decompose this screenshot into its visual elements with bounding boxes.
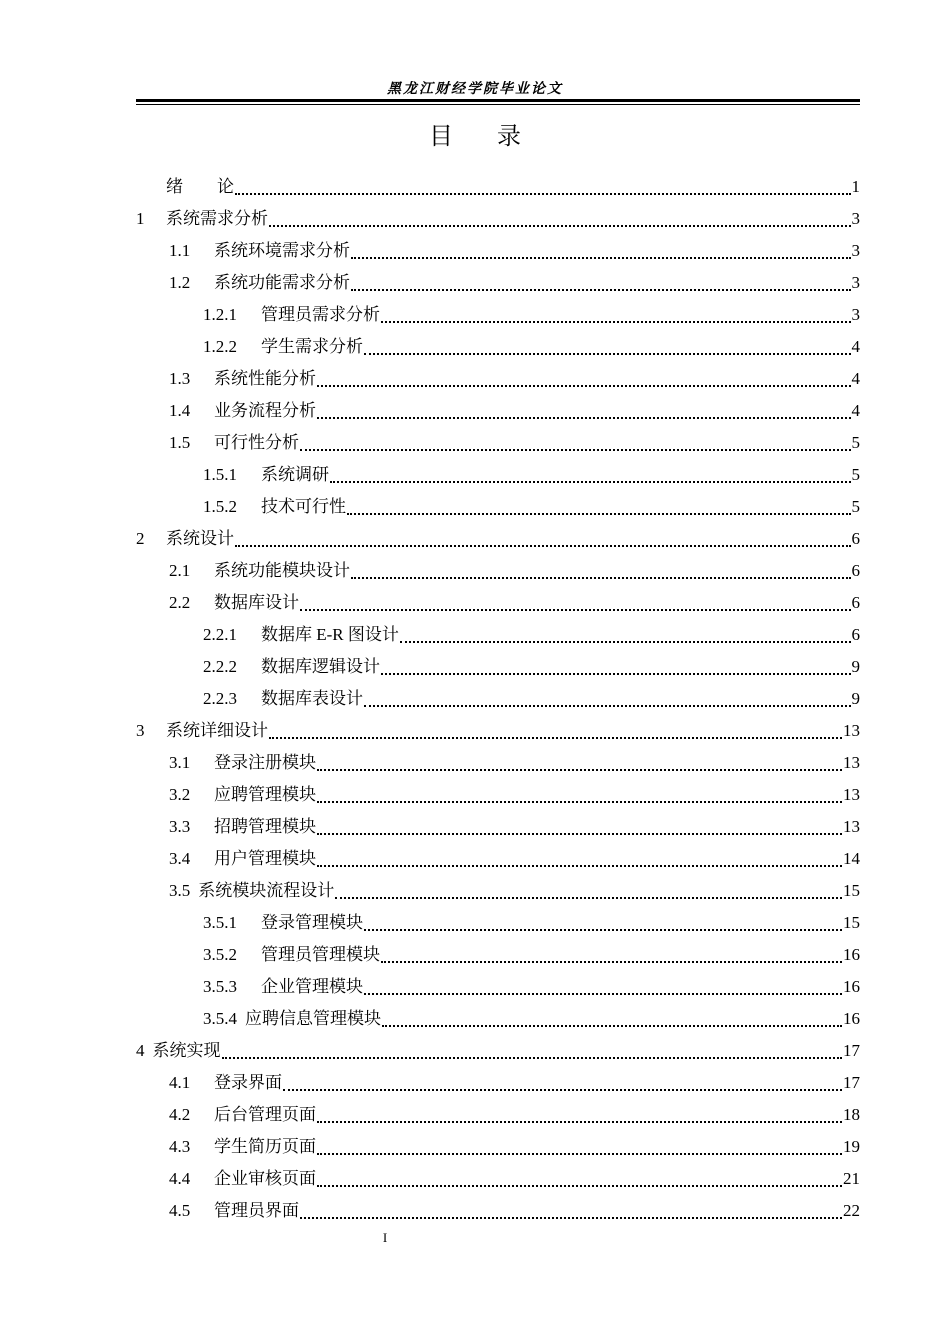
toc-entry[interactable] — [136, 523, 860, 555]
toc-entry-number: 1.5.1 — [203, 465, 237, 484]
toc-entry-page: 22 — [843, 1201, 860, 1220]
toc-entry-number: 2 — [136, 529, 145, 548]
dot-leader — [381, 939, 842, 963]
toc-entry-label: 后台管理页面 — [214, 1105, 316, 1124]
toc-entry-page: 15 — [843, 913, 860, 932]
dot-leader — [364, 331, 851, 355]
toc-entry[interactable] — [136, 1067, 860, 1099]
toc-entry-number: 2.2.3 — [203, 689, 237, 708]
toc-entry-page: 17 — [843, 1073, 860, 1092]
toc-entry-number: 2.2.1 — [203, 625, 237, 644]
toc-entry[interactable] — [136, 587, 860, 619]
toc-entry[interactable] — [136, 299, 860, 331]
toc-entry-number: 1.2 — [169, 273, 191, 292]
toc-entry-label: 系统调研 — [261, 465, 329, 484]
toc-entry-label: 企业管理模块 — [261, 977, 363, 996]
toc-entry[interactable] — [136, 811, 860, 843]
toc-entry-page: 4 — [851, 337, 860, 356]
dot-leader — [330, 459, 851, 483]
toc-entry-number: 3.5.4 — [203, 1009, 237, 1028]
dot-leader — [317, 1099, 842, 1123]
dot-leader — [300, 427, 851, 451]
toc-entry-page: 16 — [843, 977, 860, 996]
toc-entry-number: 1.5.2 — [203, 497, 237, 516]
toc-entry-label: 系统环境需求分析 — [214, 241, 350, 260]
toc-entry-number: 3.3 — [169, 817, 191, 836]
toc-entry-label: 系统性能分析 — [214, 369, 316, 388]
toc-entry-page: 4 — [851, 401, 860, 420]
running-header: 黑龙江财经学院毕业论文 — [387, 82, 563, 97]
toc-entry-label: 管理员需求分析 — [261, 305, 380, 324]
toc-entry[interactable] — [136, 363, 860, 395]
dot-leader — [381, 651, 851, 675]
dot-leader — [269, 203, 851, 227]
toc-entry-label: 学生需求分析 — [261, 337, 363, 356]
toc-entry-label: 系统设计 — [166, 529, 234, 548]
toc-entry-label: 可行性分析 — [214, 433, 299, 452]
toc-entry-page: 9 — [851, 689, 860, 708]
toc-entry-label: 企业审核页面 — [214, 1169, 316, 1188]
toc-entry-label: 应聘信息管理模块 — [245, 1009, 381, 1028]
toc-entry-label: 绪 论 — [166, 177, 234, 196]
toc-entry-number: 1 — [136, 209, 145, 228]
toc-entry-number: 1.4 — [169, 401, 191, 420]
dot-leader — [364, 971, 842, 995]
toc-entry-number: 4 — [136, 1041, 145, 1060]
toc-entry-page: 13 — [843, 785, 860, 804]
toc-entry-number: 3.5.1 — [203, 913, 237, 932]
toc-entry-number: 1.3 — [169, 369, 191, 388]
toc-entry-page: 9 — [851, 657, 860, 676]
dot-leader — [300, 1195, 842, 1219]
toc-entry[interactable] — [136, 555, 860, 587]
toc-entry-label: 管理员管理模块 — [261, 945, 380, 964]
toc-entry[interactable] — [136, 235, 860, 267]
header-rule-thick — [136, 99, 860, 102]
dot-leader — [364, 907, 842, 931]
toc-entry-page: 16 — [843, 945, 860, 964]
dot-leader — [317, 811, 842, 835]
toc-entry-page: 3 — [851, 209, 860, 228]
toc-entry[interactable] — [136, 491, 860, 523]
toc-entry-page: 6 — [851, 625, 860, 644]
toc-entry[interactable] — [136, 331, 860, 363]
toc-entry[interactable] — [136, 171, 860, 203]
dot-leader — [317, 1163, 842, 1187]
toc-entry-number: 4.4 — [169, 1169, 191, 1188]
dot-leader — [300, 587, 851, 611]
toc-entry-page: 3 — [851, 273, 860, 292]
toc-entry[interactable] — [136, 267, 860, 299]
toc-entry-number: 4.2 — [169, 1105, 191, 1124]
toc-entry-number: 1.1 — [169, 241, 191, 260]
toc-entry-number: 3.1 — [169, 753, 191, 772]
toc-entry-page: 16 — [843, 1009, 860, 1028]
toc-entry-number: 1.5 — [169, 433, 191, 452]
toc-entry-page: 3 — [851, 241, 860, 260]
toc-entry-page: 4 — [851, 369, 860, 388]
toc-entry[interactable] — [136, 1131, 860, 1163]
toc-entry-number: 3.4 — [169, 849, 191, 868]
toc-entry-label: 系统功能需求分析 — [214, 273, 350, 292]
dot-leader — [335, 875, 842, 899]
toc-entry-label: 数据库 E-R 图设计 — [261, 625, 399, 644]
toc-entry-number: 1.2.1 — [203, 305, 237, 324]
toc-entry-number: 2.2.2 — [203, 657, 237, 676]
dot-leader — [317, 395, 851, 419]
toc-title: 目录 — [429, 122, 565, 150]
toc-entry[interactable] — [136, 875, 860, 907]
dot-leader — [317, 779, 842, 803]
toc-entry-page: 13 — [843, 721, 860, 740]
toc-entry[interactable] — [136, 459, 860, 491]
toc-entry-label: 招聘管理模块 — [214, 817, 316, 836]
toc-entry-label: 登录注册模块 — [214, 753, 316, 772]
toc-entry-number: 3 — [136, 721, 145, 740]
toc-entry-label: 数据库逻辑设计 — [261, 657, 380, 676]
toc-entry-label: 数据库表设计 — [261, 689, 363, 708]
toc-entry[interactable] — [136, 907, 860, 939]
toc-entry-page: 6 — [851, 593, 860, 612]
toc-entry-number: 3.2 — [169, 785, 191, 804]
toc-entry-label: 系统详细设计 — [166, 721, 268, 740]
dot-leader — [269, 715, 842, 739]
toc-entry[interactable] — [136, 203, 860, 235]
toc-entry-page: 18 — [843, 1105, 860, 1124]
dot-leader — [400, 619, 851, 643]
toc-entry-number: 3.5 — [169, 881, 191, 900]
dot-leader — [382, 1003, 842, 1027]
toc-entry[interactable] — [136, 1035, 860, 1067]
page-number: I — [382, 1230, 388, 1245]
toc-entry-number: 4.1 — [169, 1073, 191, 1092]
dot-leader — [235, 171, 851, 195]
toc-entry-page: 21 — [843, 1169, 860, 1188]
dot-leader — [222, 1035, 843, 1059]
dot-leader — [317, 1131, 842, 1155]
toc-entry-label: 系统实现 — [152, 1041, 221, 1060]
dot-leader — [351, 267, 851, 291]
toc-entry-page: 13 — [843, 753, 860, 772]
toc-entry[interactable] — [136, 1163, 860, 1195]
toc-entry-number: 1.2.2 — [203, 337, 237, 356]
dot-leader — [317, 747, 842, 771]
toc-entry-label: 系统需求分析 — [166, 209, 268, 228]
dot-leader — [235, 523, 851, 547]
toc-entry-number: 2.2 — [169, 593, 191, 612]
dot-leader — [351, 555, 851, 579]
toc-entry-number: 3.5.3 — [203, 977, 237, 996]
toc-entry-label: 登录管理模块 — [261, 913, 363, 932]
toc-entry[interactable] — [136, 1099, 860, 1131]
toc-entry-label: 系统模块流程设计 — [198, 881, 335, 900]
toc-entry[interactable] — [136, 843, 860, 875]
toc-entry-label: 登录界面 — [214, 1073, 282, 1092]
toc-entry-label: 学生简历页面 — [214, 1137, 316, 1156]
dot-leader — [347, 491, 851, 515]
toc-entry-label: 数据库设计 — [214, 593, 299, 612]
toc-entry-label: 用户管理模块 — [214, 849, 316, 868]
toc-entry-number: 3.5.2 — [203, 945, 237, 964]
toc-entry-number: 4.3 — [169, 1137, 191, 1156]
toc-entry[interactable] — [136, 747, 860, 779]
toc-entry-page: 3 — [851, 305, 860, 324]
toc-entry-number: 2.1 — [169, 561, 191, 580]
toc-entry[interactable] — [136, 939, 860, 971]
header-rule-thin — [136, 104, 860, 105]
toc-entry[interactable] — [136, 395, 860, 427]
dot-leader — [381, 299, 851, 323]
dot-leader — [351, 235, 851, 259]
toc-entry-number: 4.5 — [169, 1201, 191, 1220]
toc-entry-page: 17 — [843, 1041, 860, 1060]
toc-entry-label: 管理员界面 — [214, 1201, 299, 1220]
toc-entry-label: 技术可行性 — [261, 497, 346, 516]
toc-entry-page: 19 — [843, 1137, 860, 1156]
toc-entry[interactable] — [136, 619, 860, 651]
toc-entry[interactable] — [136, 779, 860, 811]
toc-entry[interactable] — [136, 1003, 860, 1035]
toc-entry[interactable] — [136, 1195, 860, 1227]
toc-entry-label: 系统功能模块设计 — [214, 561, 350, 580]
toc-entry-page: 6 — [851, 561, 860, 580]
toc-entry-page: 14 — [843, 849, 860, 868]
toc-entry-page: 15 — [843, 881, 860, 900]
toc-entry-page: 6 — [851, 529, 860, 548]
toc-entry-label: 业务流程分析 — [214, 401, 316, 420]
toc-entry-page: 5 — [851, 497, 860, 516]
toc-entry[interactable] — [136, 971, 860, 1003]
toc-entry-label: 应聘管理模块 — [214, 785, 316, 804]
toc-entry-page: 5 — [851, 465, 860, 484]
toc-entry-page: 1 — [851, 177, 860, 196]
toc-entry-page: 13 — [843, 817, 860, 836]
dot-leader — [283, 1067, 842, 1091]
toc-entry[interactable] — [136, 651, 860, 683]
toc-entry[interactable] — [136, 683, 860, 715]
toc-entry[interactable] — [136, 715, 860, 747]
toc-entry-page: 5 — [851, 433, 860, 452]
toc-entry[interactable] — [136, 427, 860, 459]
dot-leader — [364, 683, 851, 707]
dot-leader — [317, 843, 842, 867]
table-of-contents — [136, 171, 860, 1227]
dot-leader — [317, 363, 851, 387]
